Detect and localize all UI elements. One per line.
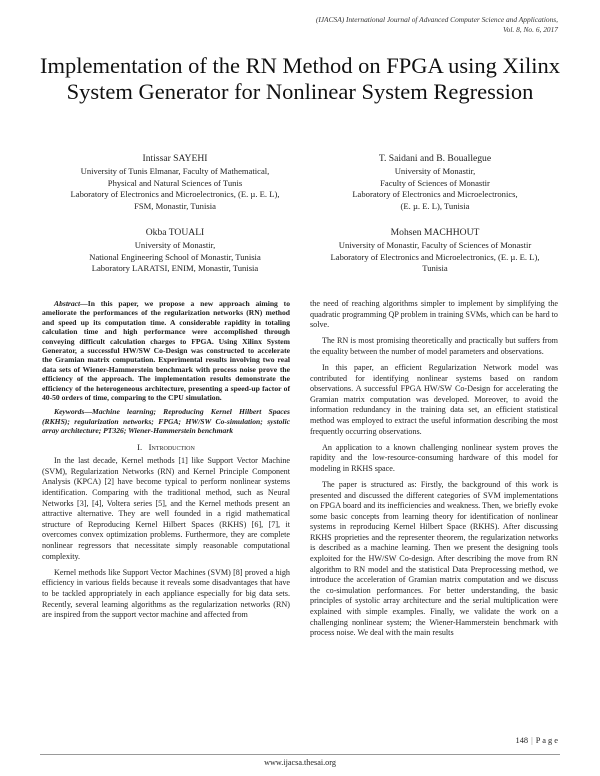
keywords-text: Machine learning; Reproducing Kernel Hilbert Spaces (RKHS); regularization networks; FPGA; HW/SW Co-simulation; systolic array architecture; PT326; Wiener-Hammerstein benchmark [42,407,290,436]
paragraph: In this paper, an efficient Regularization Network model was contributed for identifying nonlinear systems based on random observations. A successful FPGA HW/SW Co-Design for accelerating the Gramian matrix computation was developed. Moreover, to avoid the information redundancy in the training data set, an efficient statistical method was employed to extract the useful information describing the most frequently occurring observations. [310,362,558,436]
journal-url[interactable]: www.ijacsa.thesai.org [264,758,336,767]
page-number-value: 148 [515,736,529,745]
abstract [42,299,290,402]
section-number: I. [137,441,143,452]
author-block-1 [55,153,295,212]
paragraph: the need of reaching algorithms simpler to implement by simplifying the quadratic programming QP problem in training SVMs, which can be hard to solve. [310,299,558,330]
paragraph: The RN is most promising theoretically and practically but suffers from the equality between the number of model parameters and observations. [310,336,558,356]
author-block-3 [55,227,295,275]
paragraph: The paper is structured as: Firstly, the background of this work is presented and discussed the different categories of SVM implementations on FPGA board and its inefficiencies and weakness. Then, we briefly evoke some basic concepts from learning theory for identification of nonlinear systems in reproducing Kernel Hilbert Space (RKHS). After discussing RKHS proprieties and the representer theorem, the regularization networks is described as a machine learning. Then we present the designing tools exploited for the HW/SW Co-design. After describing the move from RN algorithm to RN model and the statistical Data Preprocessing method, we introduce the acceleration of Gramian matrix computation and we discuss the co-simulation performances. For better understanding, the basic principles of systolic array architecture and the serial multiplication were explained with simple examples. Finally, we validate the work on a challenging nonlinear system; the Wiener-Hammerstein benchmark with process noise. We deal with the main results [310,479,558,638]
author-affiliation-line: Laboratory LARATSI, ENIM, Monastir, Tunisia [91,263,259,274]
paragraph: An application to a known challenging nonlinear system proves the rapidity and the low-resource-consuming hardware of this model for modeling in RKHS space. [310,442,558,473]
paper-title: Implementation of the RN Method on FPGA using Xilinx System Generator for Nonlinear System Regression [40,53,560,104]
author-affiliation-line: University of Monastir, [394,166,476,177]
journal-name: (IJACSA) International Journal of Advanced Computer Science and Applications, [315,15,558,24]
author-block-4 [305,227,565,275]
left-column [42,299,290,621]
author-affiliation-line: University of Monastir, [134,240,216,251]
right-column [310,299,558,639]
keywords [42,407,290,435]
author-affiliation-line: FSM, Monastir, Tunisia [134,200,216,211]
page-separator: | [531,736,533,745]
journal-header [316,15,558,35]
author-name: T. Saidani and B. Bouallegue [378,153,492,164]
author-affiliation-line: Laboratory of Electronics and Microelectronics, (E. µ. E. L), [70,189,280,200]
author-affiliation-line: Physical and Natural Sciences of Tunis [107,177,243,188]
author-affiliation-line: University of Monastir, Faculty of Sciences of Monastir [338,240,532,251]
abstract-text: In this paper, we propose a new approach aiming to ameliorate the performances of the regularization networks (RN) method and speed up its computation time. A considerable rapidity in totaling calculation time and high performance were accomplished through conveying difficult calculation charges to FPGA. Using Xilinx System Generator, a successful HW/SW Co-Design was constructed to accelerate the Gramian matrix computation. Experimental results involving two real data sets of Wiener-Hammerstein benchmark with process noise prove the efficiency of the approach. The implementation results demonstrate the efficiency of the heterogeneous architecture, presenting a speed-up factor of 40-50 orders of time, comparing to the CPU simulation. [42,299,290,403]
paragraph: In the last decade, Kernel methods [1] like Support Vector Machine (SVM), Regularization Networks (RN) and Kernel Principle Component Analysis (KPCA) [2] have become typical to perform nonlinear systems identification. Comparing with the traditional method, such as Neural Networks [3], [4], Voltera series [5], and the Kernel methods present an attractive alternative. They are well founded in a rigid mathematical structure of Reproducing Kernel Hilbert Spaces (RKHS) [6], [7], it overcomes convex optimization problems. Furthermore, they are complete nonlinear regressors that necessitate simply reasonable computational complexity. [42,456,290,561]
author-affiliation-line: Laboratory of Electronics and Microelectronics, (E. µ. E. L), [330,251,540,262]
keywords-label: Keywords— [54,407,92,417]
footer-divider [40,754,560,755]
page-label: P a g e [535,736,558,745]
author-affiliation-line: Faculty of Sciences of Monastir [380,177,490,188]
author-affiliation-line: (E. µ. E. L), Tunisia [400,200,470,211]
section-heading [42,442,290,453]
author-name: Okba TOUALI [145,227,205,238]
author-name: Intissar SAYEHI [142,153,208,164]
author-affiliation-line: Laboratory of Electronics and Microelectronics, [352,189,518,200]
abstract-label: Abstract— [54,299,88,308]
page-number [516,736,559,745]
author-block-2 [315,153,555,212]
journal-volume: Vol. 8, No. 6, 2017 [502,25,558,34]
section-title: Introduction [148,441,195,452]
author-name: Mohsen MACHHOUT [390,227,480,238]
author-affiliation-line: Tunisia [422,263,448,274]
author-affiliation-line: University of Tunis Elmanar, Faculty of Mathematical, [80,166,270,177]
author-affiliation-line: National Engineering School of Monastir, Tunisia [89,251,261,262]
paragraph: Kernel methods like Support Vector Machines (SVM) [8] proved a high efficiency in various fields because it reveals some disadvantages that have to be tackled appropriately in each appliance especially for big data sets. Recently, several learning algorithms as the regularization networks (RN) are inspired from the support vector machine and affected from [42,567,290,620]
